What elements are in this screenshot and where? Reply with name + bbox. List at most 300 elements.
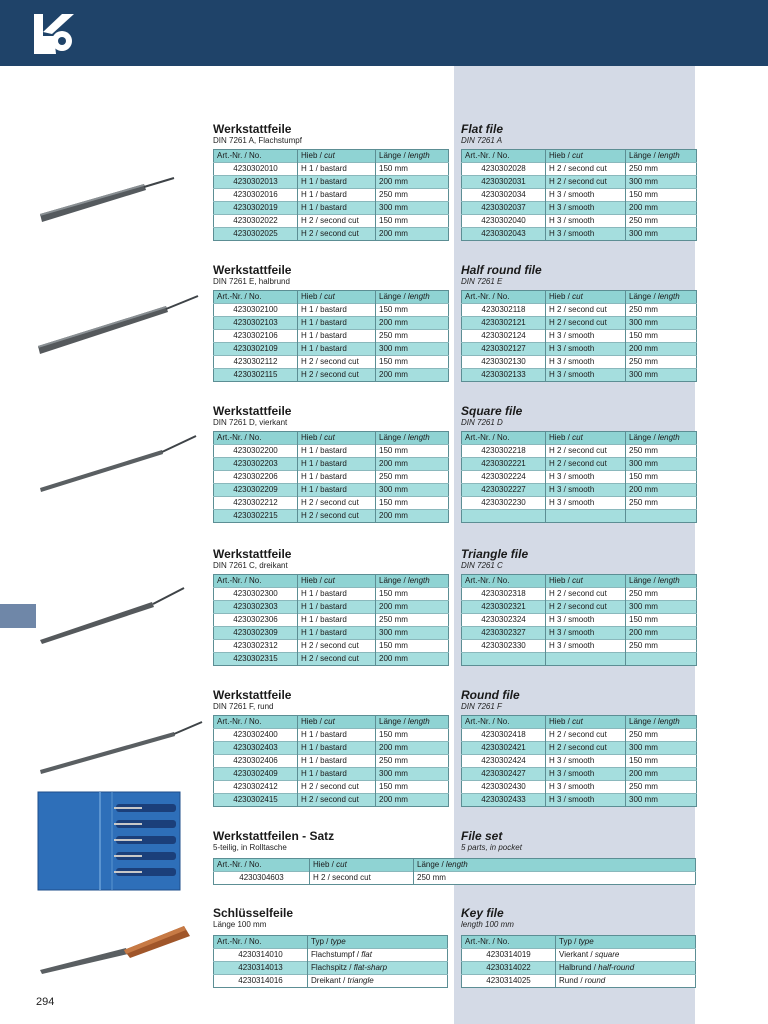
length-cell: 250 mm xyxy=(376,330,449,343)
table-row xyxy=(214,228,449,241)
chapter-tab xyxy=(0,604,36,628)
table-row xyxy=(462,729,697,742)
table-row xyxy=(214,755,449,768)
section-en xyxy=(461,404,697,523)
article-number-cell: 4230302209 xyxy=(214,484,298,497)
cut-cell: H 1 / bastard xyxy=(298,755,376,768)
length-cell: 150 mm xyxy=(376,304,449,317)
header-art-no: Art.-Nr. / No. xyxy=(462,432,546,445)
type-en: flat xyxy=(361,950,372,959)
cut-cell: H 1 / bastard xyxy=(298,458,376,471)
header-length-de: Länge / xyxy=(379,292,408,301)
header-cut-de: Hieb / xyxy=(313,860,337,869)
length-cell: 150 mm xyxy=(626,614,697,627)
section-title: Werkstattfeile xyxy=(213,404,292,418)
header-length-en: length xyxy=(407,576,430,585)
cut-cell: H 2 / second cut xyxy=(546,445,626,458)
cut-cell: H 1 / bastard xyxy=(298,330,376,343)
cut-cell: H 1 / bastard xyxy=(298,202,376,215)
length-cell: 300 mm xyxy=(376,484,449,497)
cut-cell: H 1 / bastard xyxy=(298,601,376,614)
table-row xyxy=(214,588,449,601)
length-cell: 250 mm xyxy=(626,163,697,176)
section-en xyxy=(461,906,514,933)
length-cell: 300 mm xyxy=(376,768,449,781)
cut-cell: H 2 / second cut xyxy=(546,176,626,189)
header-type-en: type xyxy=(330,937,346,946)
section-title: Werkstattfeile xyxy=(213,547,292,561)
section-subtitle: DIN 7261 C, dreikant xyxy=(213,561,288,570)
cut-cell xyxy=(546,653,626,666)
header-cut xyxy=(546,716,626,729)
header-art-no: Art.-Nr. / No. xyxy=(462,936,556,949)
article-number-cell xyxy=(462,653,546,666)
section-title: Key file xyxy=(461,906,504,920)
section-de xyxy=(213,829,334,856)
length-cell: 150 mm xyxy=(626,189,697,202)
header-art-no: Art.-Nr. / No. xyxy=(462,150,546,163)
header-type-de: Typ / xyxy=(559,937,579,946)
section-title: Flat file xyxy=(461,122,504,136)
cut-cell: H 3 / smooth xyxy=(546,215,626,228)
header-length-de: Länge / xyxy=(629,292,658,301)
article-number-cell: 4230302109 xyxy=(214,343,298,356)
article-number-cell: 4230302424 xyxy=(462,755,546,768)
section-title: Round file xyxy=(461,688,520,702)
cut-cell: H 1 / bastard xyxy=(298,343,376,356)
table-row xyxy=(214,202,449,215)
article-number-cell: 4230302421 xyxy=(462,742,546,755)
section-subtitle: DIN 7261 A xyxy=(461,136,503,145)
table-row xyxy=(214,176,449,189)
article-number-cell: 4230302300 xyxy=(214,588,298,601)
type-en: square xyxy=(594,950,620,959)
article-number-cell: 4230302124 xyxy=(462,330,546,343)
type-de: Rund / xyxy=(559,976,585,985)
header-cut-de: Hieb / xyxy=(549,576,573,585)
article-number-cell: 4230302406 xyxy=(214,755,298,768)
article-number-cell xyxy=(462,510,546,523)
cut-cell: H 3 / smooth xyxy=(546,189,626,202)
cut-cell: H 2 / second cut xyxy=(546,729,626,742)
article-number-cell: 4230302013 xyxy=(214,176,298,189)
header-length xyxy=(626,150,697,163)
cut-cell: H 3 / smooth xyxy=(546,497,626,510)
table-row xyxy=(462,627,697,640)
article-number-cell: 4230302227 xyxy=(462,484,546,497)
header-length xyxy=(376,150,449,163)
section-subtitle: DIN 7261 A, Flachstumpf xyxy=(213,136,302,145)
length-cell: 300 mm xyxy=(626,458,697,471)
table-row xyxy=(214,768,449,781)
page-number: 294 xyxy=(36,996,55,1008)
header-cut xyxy=(298,150,376,163)
length-cell: 250 mm xyxy=(376,614,449,627)
table-row xyxy=(462,742,697,755)
table-row xyxy=(462,781,697,794)
table-row xyxy=(214,510,449,523)
length-cell: 150 mm xyxy=(376,215,449,228)
type-cell xyxy=(308,949,448,962)
table-row xyxy=(214,872,696,885)
length-cell: 250 mm xyxy=(626,356,697,369)
header-cut xyxy=(298,432,376,445)
section-title: Square file xyxy=(461,404,523,418)
cut-cell: H 1 / bastard xyxy=(298,189,376,202)
cut-cell: H 2 / second cut xyxy=(546,742,626,755)
section-en xyxy=(461,688,697,807)
table-row xyxy=(462,588,697,601)
length-cell: 200 mm xyxy=(376,176,449,189)
header-length xyxy=(626,432,697,445)
header-cut-en: cut xyxy=(324,717,335,726)
cut-cell: H 2 / second cut xyxy=(546,458,626,471)
cut-cell: H 3 / smooth xyxy=(546,343,626,356)
table-row xyxy=(462,189,697,202)
article-number-cell: 4230314022 xyxy=(462,962,556,975)
table-row xyxy=(214,742,449,755)
header-length-en: length xyxy=(657,433,680,442)
length-cell: 250 mm xyxy=(626,497,697,510)
length-cell: 150 mm xyxy=(376,640,449,653)
cut-cell: H 1 / bastard xyxy=(298,768,376,781)
length-cell: 250 mm xyxy=(626,445,697,458)
length-cell: 200 mm xyxy=(376,317,449,330)
type-de: Vierkant / xyxy=(559,950,595,959)
table-row xyxy=(214,962,448,975)
article-number-cell: 4230302315 xyxy=(214,653,298,666)
article-number-cell: 4230302100 xyxy=(214,304,298,317)
table-row xyxy=(462,640,697,653)
brand-logo-icon xyxy=(34,14,78,54)
header-length xyxy=(626,291,697,304)
table-row xyxy=(462,471,697,484)
table-row xyxy=(214,640,449,653)
length-cell: 200 mm xyxy=(376,510,449,523)
length-cell: 150 mm xyxy=(376,356,449,369)
cut-cell: H 1 / bastard xyxy=(298,729,376,742)
header-cut-de: Hieb / xyxy=(301,433,325,442)
header-cut-en: cut xyxy=(324,433,335,442)
section-de xyxy=(213,547,449,666)
cut-cell: H 2 / second cut xyxy=(546,317,626,330)
length-cell: 250 mm xyxy=(376,755,449,768)
article-number-cell: 4230302016 xyxy=(214,189,298,202)
cut-cell: H 1 / bastard xyxy=(298,317,376,330)
table-row xyxy=(214,445,449,458)
header-length-de: Länge / xyxy=(379,576,408,585)
table-row xyxy=(462,202,697,215)
section-title: Triangle file xyxy=(461,547,529,561)
cut-cell: H 2 / second cut xyxy=(310,872,414,885)
file-set-table xyxy=(213,858,696,885)
header-length-en: length xyxy=(445,860,468,869)
cut-cell: H 1 / bastard xyxy=(298,176,376,189)
table-row xyxy=(462,369,697,382)
length-cell: 250 mm xyxy=(376,471,449,484)
article-number-cell: 4230302221 xyxy=(462,458,546,471)
section-en xyxy=(461,122,697,241)
cut-cell xyxy=(546,510,626,523)
article-number-cell: 4230302043 xyxy=(462,228,546,241)
length-cell: 200 mm xyxy=(626,343,697,356)
table-row xyxy=(214,343,449,356)
section-title: Werkstattfeilen - Satz xyxy=(213,829,335,843)
length-cell: 250 mm xyxy=(626,304,697,317)
article-number-cell: 4230302415 xyxy=(214,794,298,807)
article-number-cell: 4230302037 xyxy=(462,202,546,215)
product-table xyxy=(461,431,697,523)
type-en: triangle xyxy=(347,976,374,985)
file-set-pouch-icon xyxy=(36,786,186,892)
section-title: Half round file xyxy=(461,263,542,277)
length-cell: 200 mm xyxy=(376,601,449,614)
table-row xyxy=(462,356,697,369)
length-cell: 150 mm xyxy=(376,588,449,601)
table-row xyxy=(214,975,448,988)
length-cell: 200 mm xyxy=(376,369,449,382)
cut-cell: H 1 / bastard xyxy=(298,484,376,497)
cut-cell: H 3 / smooth xyxy=(546,369,626,382)
table-row xyxy=(214,653,449,666)
table-row xyxy=(462,163,697,176)
type-de: Flachspitz / xyxy=(311,963,354,972)
header-length-en: length xyxy=(407,151,430,160)
cut-cell: H 2 / second cut xyxy=(298,640,376,653)
article-number-cell: 4230314010 xyxy=(214,949,308,962)
table-row xyxy=(214,729,449,742)
section-de xyxy=(213,404,449,523)
article-number-cell: 4230302106 xyxy=(214,330,298,343)
square-file-icon xyxy=(38,430,198,496)
cut-cell: H 1 / bastard xyxy=(298,614,376,627)
header-type xyxy=(308,936,448,949)
cut-cell: H 2 / second cut xyxy=(298,781,376,794)
cut-cell: H 3 / smooth xyxy=(546,640,626,653)
table-row xyxy=(462,484,697,497)
header-length-en: length xyxy=(407,433,430,442)
article-number-cell: 4230302418 xyxy=(462,729,546,742)
type-de: Halbrund / xyxy=(559,963,599,972)
header-art-no: Art.-Nr. / No. xyxy=(462,575,546,588)
article-number-cell: 4230302022 xyxy=(214,215,298,228)
table-header-row xyxy=(214,936,448,949)
header-cut-de: Hieb / xyxy=(301,151,325,160)
section-subtitle: 5-teilig, in Rolltasche xyxy=(213,843,287,852)
length-cell: 200 mm xyxy=(376,794,449,807)
table-row xyxy=(214,614,449,627)
header-length-en: length xyxy=(407,292,430,301)
round-file-icon xyxy=(38,714,204,780)
table-header-row xyxy=(214,291,449,304)
length-cell: 150 mm xyxy=(376,163,449,176)
section-subtitle: DIN 7261 D xyxy=(461,418,503,427)
table-header-row xyxy=(214,432,449,445)
section-subtitle: DIN 7261 E xyxy=(461,277,503,286)
length-cell: 250 mm xyxy=(626,588,697,601)
table-row xyxy=(462,304,697,317)
length-cell xyxy=(626,510,697,523)
section-subtitle: DIN 7261 F xyxy=(461,702,502,711)
header-cut-en: cut xyxy=(324,151,335,160)
length-cell: 200 mm xyxy=(626,768,697,781)
article-number-cell: 4230302034 xyxy=(462,189,546,202)
type-en: flat-sharp xyxy=(353,963,388,972)
cut-cell: H 1 / bastard xyxy=(298,627,376,640)
type-en: round xyxy=(584,976,606,985)
table-header-row xyxy=(462,575,697,588)
length-cell: 300 mm xyxy=(626,176,697,189)
table-row xyxy=(462,317,697,330)
section-subtitle: Länge 100 mm xyxy=(213,920,267,929)
length-cell: 250 mm xyxy=(626,215,697,228)
flat-file-icon xyxy=(36,164,176,226)
product-table xyxy=(213,431,449,523)
article-number-cell: 4230314019 xyxy=(462,949,556,962)
cut-cell: H 3 / smooth xyxy=(546,781,626,794)
article-number-cell: 4230302303 xyxy=(214,601,298,614)
article-number-cell: 4230302403 xyxy=(214,742,298,755)
section-de xyxy=(213,906,293,933)
product-table xyxy=(213,715,449,807)
cut-cell: H 2 / second cut xyxy=(298,215,376,228)
article-number-cell: 4230302309 xyxy=(214,627,298,640)
table-row xyxy=(214,369,449,382)
type-cell xyxy=(556,949,696,962)
length-cell: 250 mm xyxy=(376,189,449,202)
article-number-cell: 4230302200 xyxy=(214,445,298,458)
table-header-row xyxy=(214,150,449,163)
cut-cell: H 2 / second cut xyxy=(298,653,376,666)
article-number-cell: 4230302121 xyxy=(462,317,546,330)
header-cut xyxy=(546,150,626,163)
section-subtitle: DIN 7261 D, vierkant xyxy=(213,418,288,427)
section-en xyxy=(461,547,697,666)
half-round-file-icon xyxy=(36,288,200,358)
cut-cell: H 2 / second cut xyxy=(546,601,626,614)
header-cut-de: Hieb / xyxy=(549,151,573,160)
length-cell: 300 mm xyxy=(626,742,697,755)
header-cut-de: Hieb / xyxy=(549,433,573,442)
length-cell: 300 mm xyxy=(626,228,697,241)
header-length xyxy=(376,291,449,304)
header-art-no: Art.-Nr. / No. xyxy=(214,291,298,304)
header-cut xyxy=(298,716,376,729)
length-cell: 150 mm xyxy=(376,729,449,742)
article-number-cell: 4230302427 xyxy=(462,768,546,781)
header-length xyxy=(626,716,697,729)
length-cell: 150 mm xyxy=(376,497,449,510)
header-length-de: Länge / xyxy=(379,151,408,160)
length-cell: 300 mm xyxy=(626,317,697,330)
article-number-cell: 4230302203 xyxy=(214,458,298,471)
table-header-row xyxy=(462,150,697,163)
cut-cell: H 3 / smooth xyxy=(546,484,626,497)
article-number-cell: 4230302330 xyxy=(462,640,546,653)
article-number-cell: 4230314025 xyxy=(462,975,556,988)
type-en: half-round xyxy=(598,963,635,972)
article-number-cell: 4230302206 xyxy=(214,471,298,484)
length-cell: 150 mm xyxy=(376,445,449,458)
length-cell: 300 mm xyxy=(626,369,697,382)
article-number-cell: 4230302215 xyxy=(214,510,298,523)
section-subtitle: length 100 mm xyxy=(461,920,514,929)
article-number-cell: 4230302400 xyxy=(214,729,298,742)
length-cell: 200 mm xyxy=(626,627,697,640)
table-row xyxy=(462,330,697,343)
header-cut xyxy=(310,859,414,872)
length-cell: 200 mm xyxy=(626,202,697,215)
product-table xyxy=(213,574,449,666)
section-title: Werkstattfeile xyxy=(213,688,292,702)
article-number-cell: 4230302230 xyxy=(462,497,546,510)
header-art-no: Art.-Nr. / No. xyxy=(214,936,308,949)
table-row xyxy=(214,189,449,202)
header-cut-en: cut xyxy=(336,860,347,869)
article-number-cell: 4230314016 xyxy=(214,975,308,988)
length-cell: 300 mm xyxy=(626,601,697,614)
cut-cell: H 2 / second cut xyxy=(298,794,376,807)
header-length-de: Länge / xyxy=(629,576,658,585)
type-cell xyxy=(556,975,696,988)
header-cut xyxy=(546,291,626,304)
section-title: Schlüsselfeile xyxy=(213,906,294,920)
cut-cell: H 1 / bastard xyxy=(298,588,376,601)
article-number-cell: 4230302409 xyxy=(214,768,298,781)
table-row xyxy=(462,755,697,768)
section-en xyxy=(461,829,522,856)
type-cell xyxy=(308,962,448,975)
article-number-cell: 4230302118 xyxy=(462,304,546,317)
length-cell: 250 mm xyxy=(626,729,697,742)
section-title: File set xyxy=(461,829,503,843)
article-number-cell: 4230302010 xyxy=(214,163,298,176)
product-table xyxy=(213,149,449,241)
section-title: Werkstattfeile xyxy=(213,263,292,277)
length-cell: 250 mm xyxy=(626,640,697,653)
header-art-no: Art.-Nr. / No. xyxy=(214,575,298,588)
product-table xyxy=(213,290,449,382)
header-art-no: Art.-Nr. / No. xyxy=(462,716,546,729)
table-row xyxy=(462,343,697,356)
table-header-row xyxy=(462,291,697,304)
cut-cell: H 2 / second cut xyxy=(546,163,626,176)
section-title: Werkstattfeile xyxy=(213,122,292,136)
length-cell: 200 mm xyxy=(376,742,449,755)
section-subtitle: DIN 7261 C xyxy=(461,561,503,570)
cut-cell: H 3 / smooth xyxy=(546,755,626,768)
table-row xyxy=(214,484,449,497)
header-length-en: length xyxy=(657,717,680,726)
cut-cell: H 2 / second cut xyxy=(298,497,376,510)
article-number-cell: 4230302321 xyxy=(462,601,546,614)
article-number-cell: 4230302019 xyxy=(214,202,298,215)
length-cell: 250 mm xyxy=(626,781,697,794)
cut-cell: H 1 / bastard xyxy=(298,471,376,484)
table-header-row xyxy=(214,575,449,588)
table-header-row xyxy=(214,859,696,872)
article-number-cell: 4230302115 xyxy=(214,369,298,382)
table-row xyxy=(214,949,448,962)
header-art-no: Art.-Nr. / No. xyxy=(214,432,298,445)
table-row xyxy=(462,975,696,988)
table-row xyxy=(214,163,449,176)
section-subtitle: DIN 7261 F, rund xyxy=(213,702,274,711)
header-cut-de: Hieb / xyxy=(549,292,573,301)
article-number-cell: 4230302218 xyxy=(462,445,546,458)
article-number-cell: 4230302133 xyxy=(462,369,546,382)
cut-cell: H 2 / second cut xyxy=(546,588,626,601)
